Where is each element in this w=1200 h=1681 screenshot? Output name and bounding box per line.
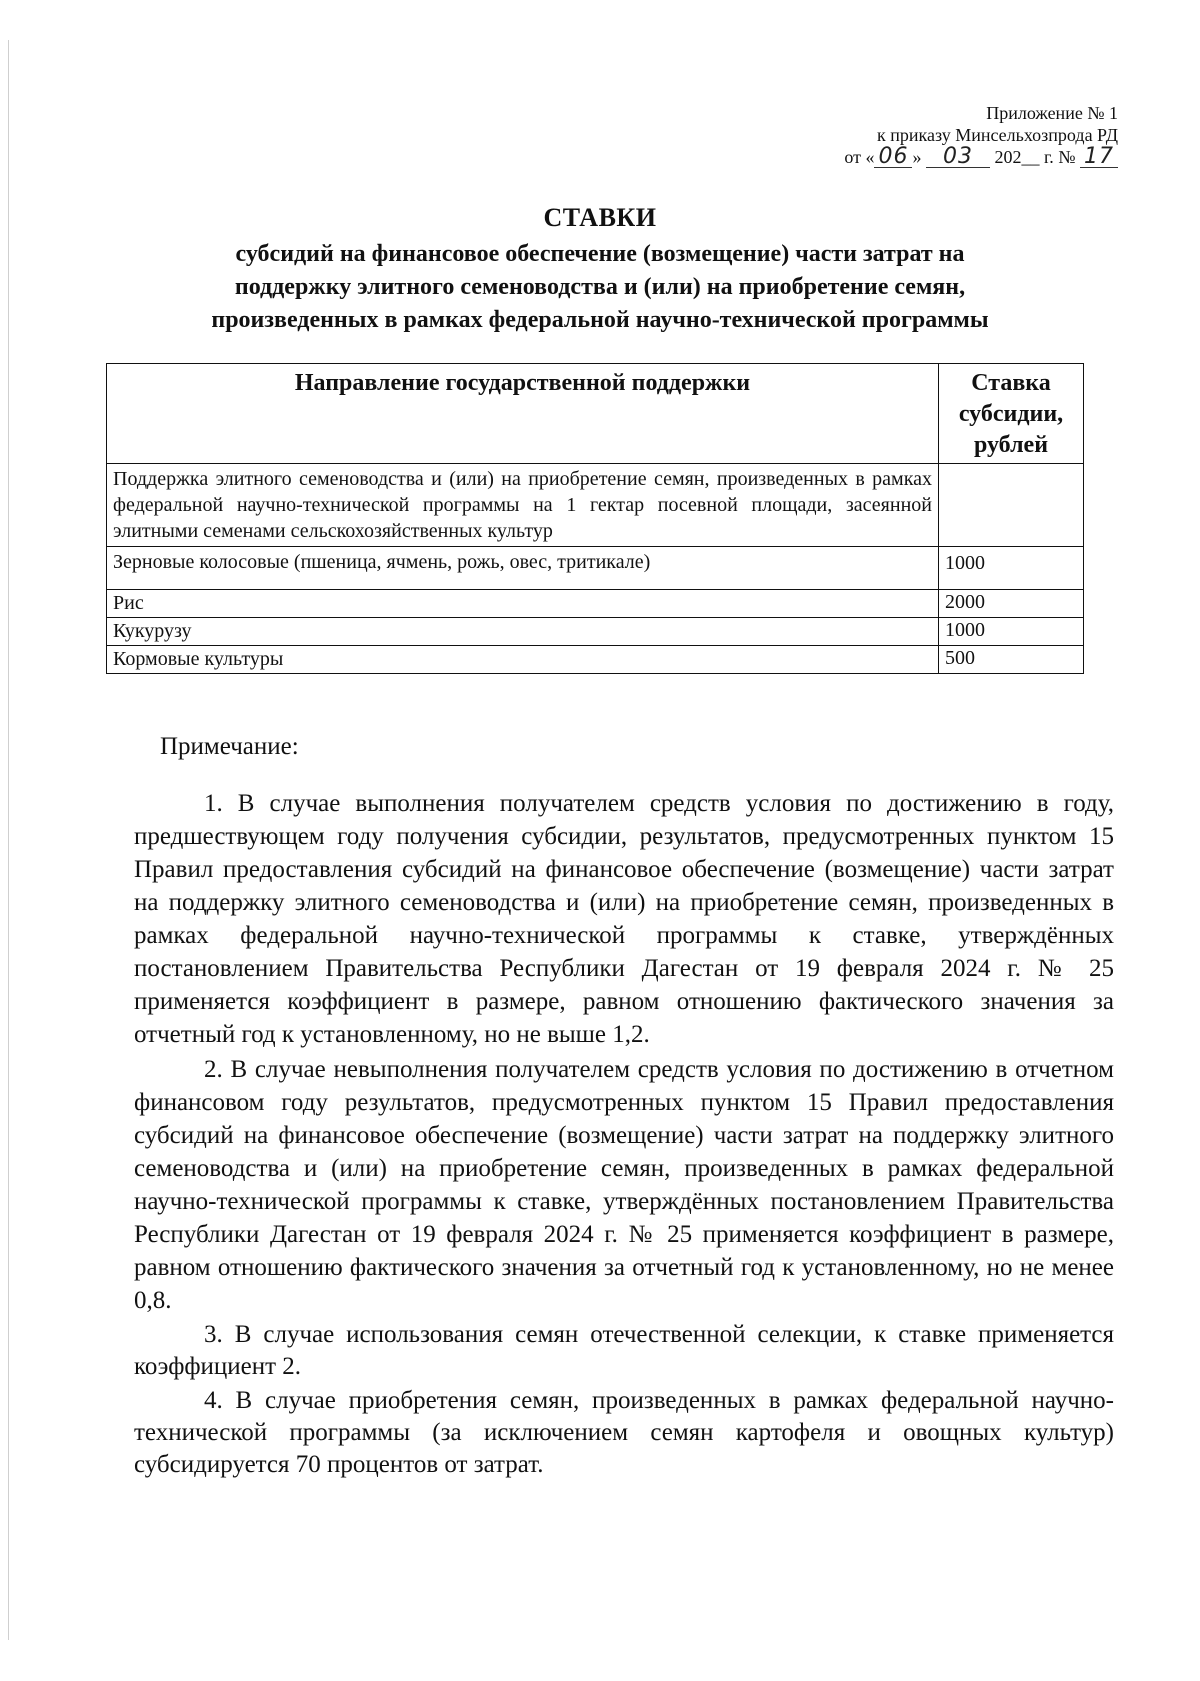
- table-header-row: [107, 364, 1084, 464]
- crop-rate: 1000: [939, 547, 1084, 590]
- document-subtitle: [120, 238, 1080, 337]
- note-paragraph-4: 4. В случае приобретения семян, произведенных в рамках федеральной научно-технической программы (за исключением семян картофеля и овощных культур) субсидируется 70 процентов от затрат.: [134, 1387, 1114, 1478]
- handwritten-month: 03: [926, 147, 990, 168]
- appendix-number: Приложение № 1: [986, 103, 1118, 123]
- subtitle-line-2: поддержку элитного семеноводства и (или) на приобретение семян,: [234, 274, 966, 300]
- crop-name: Зерновые колосовые (пшеница, ячмень, рожь, овес, тритикале): [107, 547, 939, 590]
- notes-heading: Примечание:: [160, 733, 299, 760]
- handwritten-order-number: 17: [1080, 147, 1118, 168]
- note-paragraph-3: 3. В случае использования семян отечественной селекции, к ставке применяется коэффициент 2.: [134, 1321, 1114, 1380]
- header-rate: Ставка субсидии, рублей: [939, 364, 1084, 464]
- document-title: СТАВКИ: [543, 203, 657, 232]
- crop-name: Кукурузу: [107, 618, 939, 646]
- appendix-header: [844, 102, 1118, 168]
- crop-rate: 1000: [939, 618, 1084, 646]
- table-row: [107, 618, 1084, 646]
- header-direction: Направление государственной поддержки: [107, 364, 939, 464]
- note-paragraph-1: 1. В случае выполнения получателем средств условия по достижению в году, предшествующем году получения субсидии, результатов, предусмотренных пунктом 15 Правил предоставления субсидий на финансовое обеспечение (возмещение) части затрат на поддержку элитного семеноводства и (или) на приобретение семян, произведенных в рамках федеральной научно-технической программы к ставке, утверждённых постановлением Правительства Республики Дагестан от 19 февраля 2024 г. № 25 применяется коэффициент в размере, равном отношению фактического значения за отчетный год к установленному, но не выше 1,2.: [134, 790, 1114, 1048]
- subtitle-line-1: субсидий на финансовое обеспечение (возмещение) части затрат на: [235, 241, 965, 267]
- date-year: 202__ г.: [994, 147, 1054, 167]
- table-row: [107, 590, 1084, 618]
- appendix-order-ref: к приказу Минсельхозпрода РД: [877, 125, 1118, 145]
- crop-rate: 2000: [939, 590, 1084, 618]
- notes-section: [134, 787, 1114, 1483]
- appendix-date-line: [844, 146, 1118, 168]
- table-group-row: [107, 464, 1084, 547]
- group-description: Поддержка элитного семеноводства и (или) на приобретение семян, произведенных в рамках федеральной научно-технической программы на 1 гектар посевной площади, засеянной элитными семенами сельскохозяйственных культур: [107, 464, 939, 547]
- date-day-close: »: [912, 147, 922, 167]
- scan-edge-line: [8, 40, 9, 1640]
- date-prefix: от «: [844, 147, 875, 167]
- subtitle-line-3: произведенных в рамках федеральной научно-технической программы: [211, 307, 989, 333]
- note-paragraph-2: 2. В случае невыполнения получателем средств условия по достижению в отчетном финансовом году результатов, предусмотренных пунктом 15 Правил предоставления субсидий на финансовое обеспечение (возмещение) части затрат на поддержку элитного семеноводства и (или) на приобретение семян, произведенных в рамках федеральной научно-технической программы к ставке, утверждённых постановлением Правительства Республики Дагестан от 19 февраля 2024 г. № 25 применяется коэффициент в размере, равном отношению фактического значения за отчетный год к установленному, но не менее 0,8.: [134, 1056, 1114, 1314]
- subsidy-rates-table: [106, 363, 1084, 674]
- crop-rate: 500: [939, 646, 1084, 674]
- crop-name: Рис: [107, 590, 939, 618]
- handwritten-day: 06: [874, 147, 912, 168]
- crop-name: Кормовые культуры: [107, 646, 939, 674]
- table-row: [107, 547, 1084, 590]
- group-rate-empty: [939, 464, 1084, 547]
- order-number-prefix: №: [1058, 147, 1076, 167]
- table-row: [107, 646, 1084, 674]
